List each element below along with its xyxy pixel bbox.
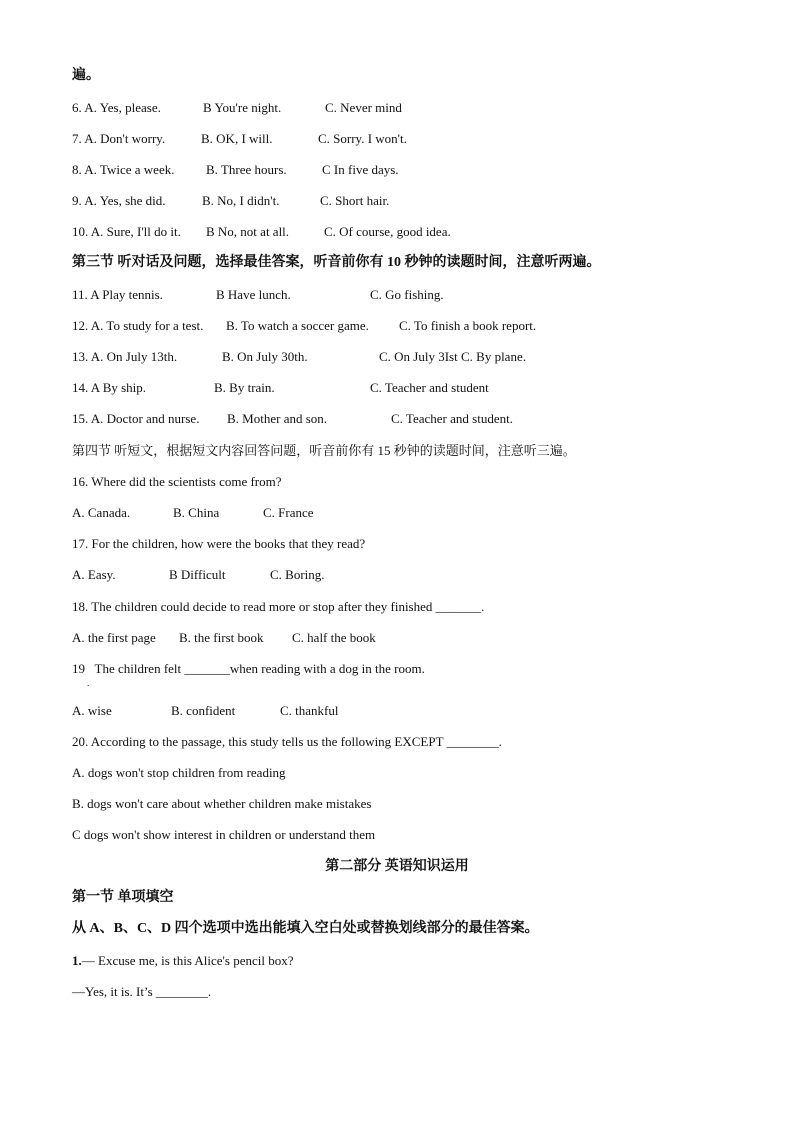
part-2-instruction: 从 A、B、C、D 四个选项中选出能填入空白处或替换划线部分的最佳答案。 <box>72 921 539 936</box>
option-a: 14. A By ship. <box>72 380 147 395</box>
option-b: B. Mother and son. <box>227 411 328 426</box>
question-1-prompt <box>72 953 294 969</box>
question-1-answer: —Yes, it is. It’s ________. <box>72 984 212 999</box>
option-c: C. Sorry. I won't. <box>318 131 407 146</box>
option-c: C. Of course, good idea. <box>324 224 451 239</box>
option-b: B. China <box>173 505 220 520</box>
section-4-heading: 第四节 听短文，根据短文内容回答问题，听音前你有 15 秒钟的读题时间，注意听三遍。 <box>72 443 576 458</box>
question-19-stem: 19 The children felt _______when reading with a dog in the room. <box>72 661 425 676</box>
option-c: C In five days. <box>322 162 399 177</box>
option-c: C. thankful <box>280 703 339 718</box>
question-16-stem: 16. Where did the scientists come from? <box>72 474 282 489</box>
option-a: A. the first page <box>72 630 156 645</box>
option-a: 11. A Play tennis. <box>72 287 163 302</box>
option-b: B. To watch a soccer game. <box>226 318 369 333</box>
option-c: C. Go fishing. <box>370 287 444 302</box>
option-b: B. Three hours. <box>206 162 287 177</box>
option-b: B Have lunch. <box>216 287 291 302</box>
option-c: C. Never mind <box>325 100 402 115</box>
option-a: 7. A. Don't worry. <box>72 131 166 146</box>
option-b: B. On July 30th. <box>222 349 308 364</box>
option-b: B Difficult <box>169 567 226 582</box>
option-a: 10. A. Sure, I'll do it. <box>72 224 181 239</box>
option-b: B No, not at all. <box>206 224 290 239</box>
continued-instruction: 遍。 <box>72 68 100 83</box>
option-b: B. the first book <box>179 630 264 645</box>
option-a: 8. A. Twice a week. <box>72 162 175 177</box>
option-b: B You're night. <box>203 100 282 115</box>
question-20-option-a: A. dogs won't stop children from reading <box>72 765 286 780</box>
question-17-stem: 17. For the children, how were the books that they read? <box>72 536 366 551</box>
question-1-text: — Excuse me, is this Alice's pencil box? <box>81 953 294 968</box>
option-c: C. Teacher and student <box>370 380 489 395</box>
option-a: A. wise <box>72 703 112 718</box>
question-20-option-b: B. dogs won't care about whether children make mistakes <box>72 796 372 811</box>
option-b: B. confident <box>171 703 236 718</box>
section-1-heading: 第一节 单项填空 <box>72 890 174 905</box>
option-b: B. By train. <box>214 380 275 395</box>
section-3-heading: 第三节 听对话及问题，选择最佳答案，听音前你有 10 秒钟的读题时间，注意听两遍。 <box>72 255 601 270</box>
option-c: C. On July 3Ist C. By plane. <box>379 349 526 364</box>
option-a: 12. A. To study for a test. <box>72 318 204 333</box>
question-20-option-c: C dogs won't show interest in children or understand them <box>72 827 376 842</box>
option-a: 13. A. On July 13th. <box>72 349 178 364</box>
option-a: 15. A. Doctor and nurse. <box>72 411 200 426</box>
option-c: C. Boring. <box>270 567 325 582</box>
option-c: C. To finish a book report. <box>399 318 537 333</box>
option-c: C. half the book <box>292 630 376 645</box>
option-a: A. Easy. <box>72 567 116 582</box>
option-a: 9. A. Yes, she did. <box>72 193 166 208</box>
option-c: C. Short hair. <box>320 193 390 208</box>
part-2-heading: 第二部分 英语知识运用 <box>325 859 469 874</box>
option-c: C. France <box>263 505 314 520</box>
question-18-stem: 18. The children could decide to read more or stop after they finished _______. <box>72 599 485 614</box>
question-1-number: 1. <box>72 953 82 968</box>
option-c: C. Teacher and student. <box>391 411 513 426</box>
option-b: B. No, I didn't. <box>202 193 280 208</box>
option-a: A. Canada. <box>72 505 131 520</box>
question-20-stem: 20. According to the passage, this study tells us the following EXCEPT ________. <box>72 734 502 749</box>
option-b: B. OK, I will. <box>201 131 273 146</box>
option-a: 6. A. Yes, please. <box>72 100 161 115</box>
question-19-dot: . <box>87 678 90 688</box>
